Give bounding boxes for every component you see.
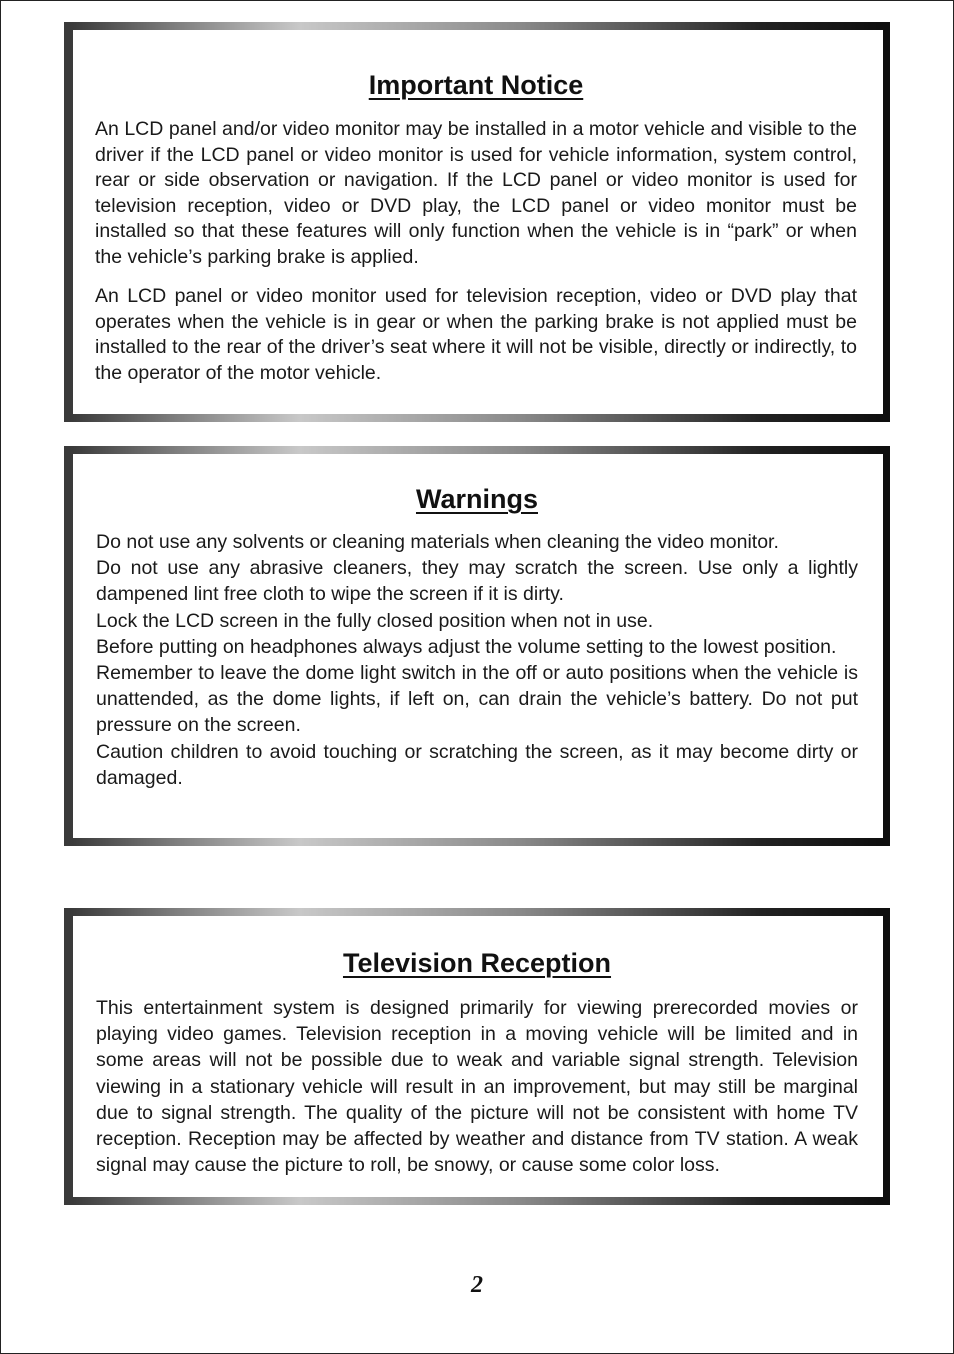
warnings-box [64, 446, 890, 846]
warnings-title: Warnings [415, 484, 538, 514]
warning-item: Before putting on headphones always adjust the volume setting to the lowest position. [96, 635, 837, 658]
warning-item: Do not use any solvents or cleaning materials when cleaning the video monitor. [96, 531, 779, 553]
television-reception-title: Television Reception [342, 948, 612, 978]
television-reception-paragraph: This entertainment system is designed primarily for viewing prerecorded movies or playing video games. Television reception in a moving vehicle will be limited and in some areas will not be possible due to weak and variable signal strength. Television viewing in a stationary vehicle will result in an improvement, but may still be marginal due to signal strength. The quality of the picture will not be consistent with home TV reception. Reception may be affected by weather and distance from TV station. A weak signal may cause the picture to roll, be snowy, or cause some color loss. [96, 997, 858, 1177]
television-reception-box [64, 908, 890, 1205]
important-notice-paragraph-1: An LCD panel and/or video monitor may be installed in a motor vehicle and visible to the driver if the LCD panel or video monitor is used for vehicle information, system control, rear or side observation or navigation. If the LCD panel or video monitor is used for television reception, video or DVD play, the LCD panel or video monitor must be installed so that these features will only function when the vehicle is in “park” or when the vehicle’s parking brake is applied. [95, 118, 857, 268]
warning-item: Caution children to avoid touching or scratching the screen, as it may become dirty or damaged. [96, 740, 858, 789]
important-notice-title: Important Notice [368, 70, 584, 100]
warning-item: Lock the LCD screen in the fully closed position when not in use. [96, 609, 654, 632]
warning-item: Remember to leave the dome light switch in the off or auto positions when the vehicle is unattended, as the dome lights, if left on, can drain the vehicle’s battery. Do not put pressure on the screen. [96, 662, 858, 737]
important-notice-box [64, 22, 890, 422]
warning-item: Do not use any abrasive cleaners, they may scratch the screen. Use only a lightly dampened lint free cloth to wipe the screen if it is dirty. [96, 557, 858, 606]
important-notice-paragraph-2: An LCD panel or video monitor used for television reception, video or DVD play that operates when the vehicle is in gear or when the parking brake is not applied must be installed to the rear of the driver’s seat where it will not be visible, directly or indirectly, to the operator of the motor vehicle. [95, 285, 857, 384]
page-number: 2 [471, 1272, 483, 1298]
